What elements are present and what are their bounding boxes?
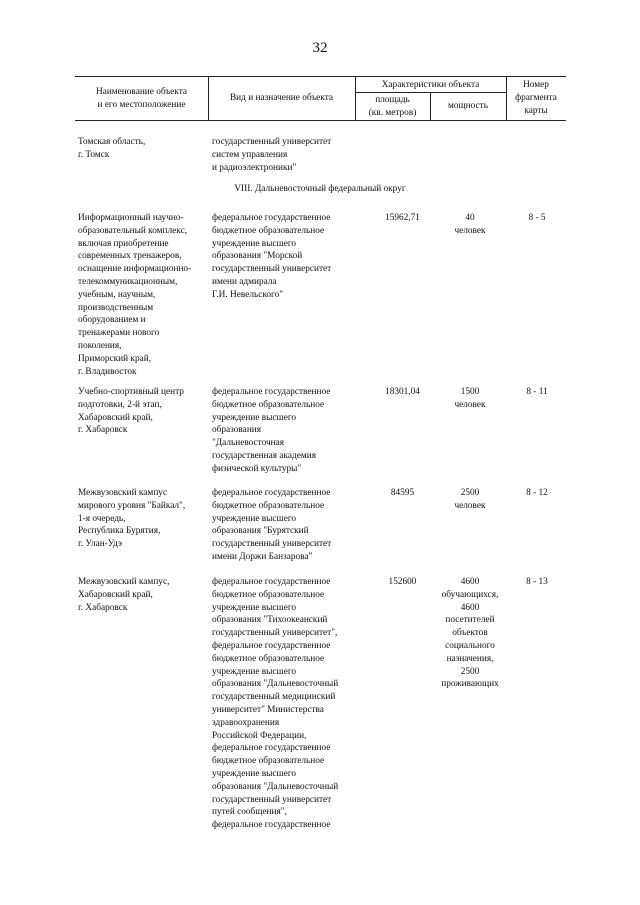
row-fragment: 8 - 12 <box>526 488 548 498</box>
section-title: VIII. Дальневосточный федеральный округ <box>234 184 406 194</box>
row-capacity: 40 человек <box>454 213 486 236</box>
row-type: федеральное государственное бюджетное образовательное учреждение высшего образования "Морской государственный университет имени адмирала Г.И. Невельского" <box>212 213 332 300</box>
row-name: Информационный научно- образовательный комплекс, включая приобретение современных тренажеров, оснащение информационно- телекоммуникационным, учебным, научным, производственным оборудованием и тренажерами нового поколения, Приморский край, г. Владивосток <box>78 213 192 377</box>
row-area: 15962,71 <box>385 213 420 223</box>
header-characteristics: Характеристики объекта <box>381 80 480 90</box>
row-type: государственный университет систем управления и радиоэлектроники" <box>212 137 332 173</box>
row-name: Межвузовский кампус мирового уровня "Байкал", 1-я очередь, Республика Бурятия, г. Улан-Удэ <box>78 488 186 550</box>
row-type: федеральное государственное бюджетное образовательное учреждение высшего образования "Бурятский государственный университет имени Доржи Банзарова" <box>212 488 332 562</box>
row-name: Томская область, г. Томск <box>78 137 146 160</box>
row-capacity: 2500 человек <box>454 488 486 511</box>
row-area: 84595 <box>390 488 415 498</box>
page-number: 32 <box>312 40 328 56</box>
row-type: федеральное государственное бюджетное образовательное учреждение высшего образования "Тихоокеанский государственный университет", федеральное государственное бюджетное образовательное учреждение высшего образования "Дальневосточный государственный медицинский университет" Министерства здравоохранения Российской Федерации, федеральное государственное бюджетное образовательное учреждение высшего образования "Дальневосточный государственный университет путей сообщения", федеральное государственное <box>212 577 339 831</box>
header-area: площадь (кв. метров) <box>368 95 417 118</box>
row-fragment: 8 - 13 <box>526 577 548 587</box>
row-fragment: 8 - 11 <box>526 387 548 397</box>
header-capacity: мощность <box>448 101 488 111</box>
header-top-rule <box>75 76 566 77</box>
header-name-location: Наименование объекта и его местоположение <box>95 87 188 110</box>
header-type-purpose: Вид и назначение объекта <box>229 93 333 103</box>
row-area: 152600 <box>388 577 417 587</box>
row-fragment: 8 - 5 <box>528 213 546 223</box>
row-name: Межвузовский кампус, Хабаровский край, г. Хабаровск <box>78 577 170 613</box>
row-type: федеральное государственное бюджетное образовательное учреждение высшего образования "Дальневосточная государственная академия физической культуры" <box>212 387 331 474</box>
row-capacity: 4600 обучающихся, 4600 посетителей объектов социального назначения, 2500 проживающих <box>441 577 499 690</box>
header-bottom-rule <box>75 120 566 121</box>
row-capacity: 1500 человек <box>454 387 486 410</box>
row-name: Учебно-спортивный центр подготовки, 2-й этап, Хабаровский край, г. Хабаровск <box>78 387 184 436</box>
row-area: 18301,04 <box>385 387 420 397</box>
header-fragment: Номер фрагмента карты <box>515 80 557 116</box>
